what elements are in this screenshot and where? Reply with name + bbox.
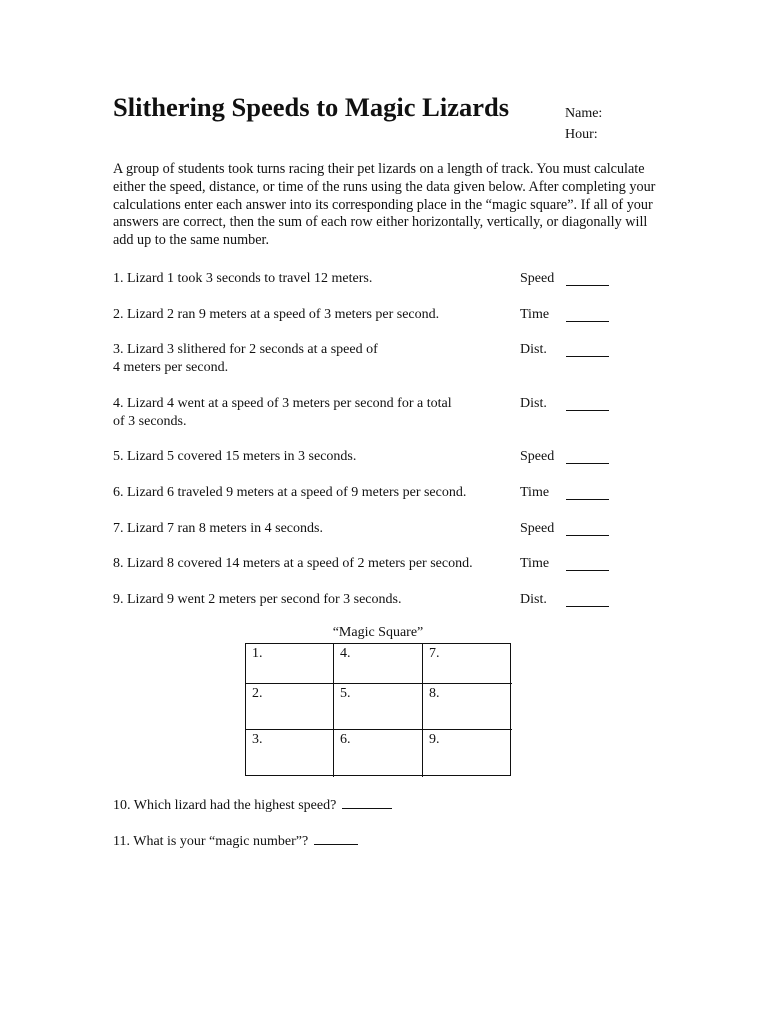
question-1-type: Speed [520,271,555,286]
worksheet-title: Slithering Speeds to Magic Lizards [113,92,510,122]
question-3 [113,341,513,377]
question-text: 9. Lizard 9 went 2 meters per second for 3 seconds. [113,592,402,607]
intro-paragraph: A group of students took turns racing their pet lizards on a length of track. You must calculate either the speed, distance, or time of the runs using the data given below. After completing your calculations enter each answer into its corresponding place in the “magic square”. If all of your answers are correct, then the sum of each row either horizontally, vertically, or diagonally will add up to the same number. [113,161,656,249]
question-3-answer-blank[interactable] [566,356,609,357]
question-text: 11. What is your “magic number”? [113,834,309,849]
question-text-cont: of 3 seconds. [113,414,187,429]
question-8-answer-blank[interactable] [566,570,609,571]
question-6 [113,484,518,502]
question-text: 1. Lizard 1 took 3 seconds to travel 12 meters. [113,271,373,286]
question-2-type: Time [520,307,550,322]
name-label: Name: [565,106,603,121]
question-10 [113,796,392,814]
question-11-answer-blank[interactable] [314,832,358,845]
question-7-type: Speed [520,521,555,536]
magic-square [245,643,511,776]
question-6-type: Time [520,485,550,500]
question-text: 3. Lizard 3 slithered for 2 seconds at a speed of [113,342,378,357]
question-6-answer-blank[interactable] [566,499,609,500]
question-text: 7. Lizard 7 ran 8 meters in 4 seconds. [113,521,323,536]
magic-square-cell[interactable]: 9. [429,732,440,747]
question-7-answer-blank[interactable] [566,535,609,536]
question-9-answer-blank[interactable] [566,606,609,607]
magic-square-cell[interactable]: 6. [334,730,423,777]
magic-square-cell[interactable]: 1. [246,644,334,684]
magic-square-cell[interactable]: 7. [423,644,512,684]
magic-square-title: “Magic Square” [332,625,424,640]
question-5-type: Speed [520,449,555,464]
question-4 [113,395,518,431]
question-8 [113,555,518,573]
question-1-answer-blank[interactable] [566,285,609,286]
question-5 [113,448,513,466]
question-text: 4. Lizard 4 went at a speed of 3 meters per second for a total [113,396,452,411]
question-text: 8. Lizard 8 covered 14 meters at a speed of 2 meters per second. [113,556,473,571]
question-text: 2. Lizard 2 ran 9 meters at a speed of 3 meters per second. [113,307,440,322]
question-4-type: Dist. [520,396,547,411]
question-text-cont: 4 meters per second. [113,360,229,375]
question-1 [113,270,513,288]
hour-label: Hour: [565,127,598,142]
question-9 [113,591,513,609]
question-11 [113,832,358,850]
magic-square-cell[interactable]: 2. [246,684,334,730]
question-2 [113,306,513,324]
magic-square-cell[interactable]: 3. [246,730,334,777]
question-10-answer-blank[interactable] [342,796,392,809]
question-text: 6. Lizard 6 traveled 9 meters at a speed of 9 meters per second. [113,485,467,500]
question-3-type: Dist. [520,342,547,357]
question-5-answer-blank[interactable] [566,463,609,464]
question-text: 10. Which lizard had the highest speed? [113,798,337,813]
question-7 [113,520,513,538]
magic-square-cell[interactable]: 8. [423,684,512,730]
question-text: 5. Lizard 5 covered 15 meters in 3 seconds. [113,449,357,464]
question-8-type: Time [520,556,550,571]
magic-square-cell[interactable]: 4. [334,644,423,684]
question-4-answer-blank[interactable] [566,410,609,411]
magic-square-cell[interactable]: 5. [334,684,423,730]
question-2-answer-blank[interactable] [566,321,609,322]
question-9-type: Dist. [520,592,547,607]
